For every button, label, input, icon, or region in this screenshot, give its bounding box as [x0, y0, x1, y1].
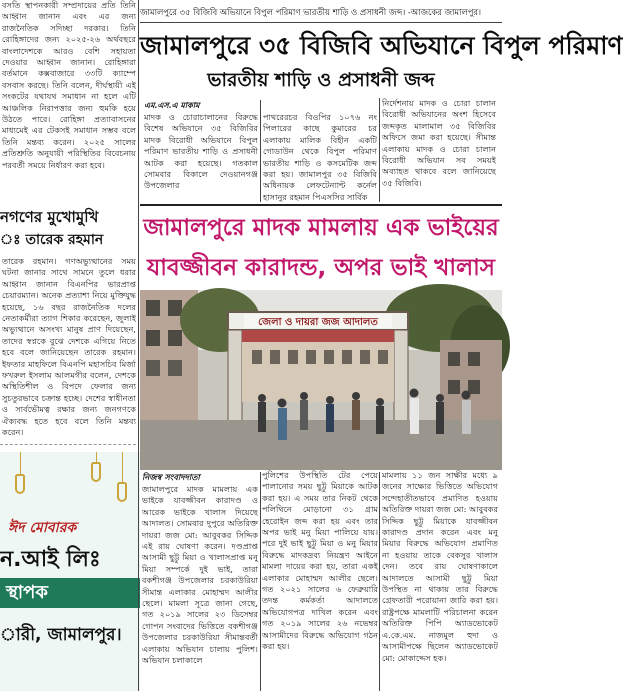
- ad-greeting: ঈদ মোবারক: [8, 520, 77, 536]
- story1-column-1: মাদক ও চোরাচালানের বিরুদ্ধে বিশেষ অভিযানে ৩৫ বিজিবির মাদক বিরোধী অভিযানে বিপুল পরিমাণ ভারতীয় শাড়ি ও প্রসাধনী আটক করা হয়েছে। গতকাল সোমবার বিকালে দেওয়ানগঞ্জ উপজেলার: [144, 112, 258, 191]
- ad-company-name: ন.আই লিঃ: [0, 547, 101, 572]
- left-story-headline: নগণের মুখোমুখি: [0, 208, 99, 226]
- column-divider: [379, 98, 380, 202]
- court-building-image: [140, 290, 502, 470]
- ad-address: ারী, জামালপুর।: [0, 625, 122, 645]
- story2-byline: নিজস্ব সংবাদদাতা: [142, 472, 200, 482]
- story1-byline: এম.এস.এ মাকাম: [144, 100, 200, 110]
- left-column-top-text: বসতি স্থাপনকারী সম্প্রদায়ের প্রতি তিনি আহ্বান জানান এবং এর জন্য রাজনৈতিক সদিচ্ছা দরকার। তিনি রোহিঙ্গাদের জন্য ২০২৫-২৬ অর্থবছরে বাংলাদেশকে আরও বেশি সহায়তা দেওয়ার আহ্বান জানান। রোহিঙ্গারা বর্তমানে কক্সবাজারে ৩৩টি ক্যাম্পে বসবাস করছে। তিনি বলেন, দীর্ঘস্থায়ী এই সংকটের যথাযথ সমাধান না হলে এটি আঞ্চলিক নিরাপত্তার জন্য হুমকি হয়ে উঠতে পারে। রোহিঙ্গা প্রত্যাবাসনের মাধ্যমেই এর টেকসই সমাধান সম্ভব বলে তিনি মন্তব্য করেন। ২০২৫ সালের প্রতিশ্রুতি অনুযায়ী পরিস্থিতির বিবেচনায় পরবর্তী সময়ে নির্ধারণ করা হবে।: [2, 0, 136, 170]
- ad-banner: স্থাপক: [0, 578, 140, 608]
- story2-headline-line1: জামালপুরে মাদক মামলায় এক ভাইয়ের: [143, 215, 499, 241]
- story1-headline-line2: ভারতীয় শাড়ি ও প্রসাধনী জব্দ: [207, 69, 435, 91]
- lantern-icon: [91, 462, 101, 482]
- divider: [140, 22, 502, 23]
- court-photo: [140, 290, 502, 470]
- story2-column-3: মামলায় ১১ জন সাক্ষীর মধ্যে ৯ জনের সাক্ষ্যের ভিত্তিতে অভিযোগ সন্দেহাতীতভাবে প্রমাণিত হওয়ায় অতিরিক্ত দায়রা জজ মো: আবুবকর সিদ্দিক ছুট্টু মিয়াকে যাবজ্জীবন কারাদণ্ড প্রদান করেন এবং মনু মিয়ার বিরুদ্ধে অভিযোগ প্রমাণিত না হওয়ায় তাকে বেকসুর খালাস দেন। তবে রায় ঘোষণাকালে আদালতে আসামী ছুট্টু মিয়া উপস্থিত না থাকায় তার বিরুদ্ধে গ্রেফতারী পরোয়ানা জারি করা হয়। রাষ্ট্রপক্ষে মামলাটি পরিচালনা করেন অতিরিক্ত পিপি অ্যাডভোকেট এ.কে.এম. নাজমুল হুদা ও আসামীপক্ষে ছিলেন অ্যাডভোকেট মো: মোকাদ্দেস হক।: [382, 470, 498, 663]
- left-column-mid-text: তারেক রহমান। গণঅভ্যুত্থানের সময় ঘটনা জানার সাথে সামনে তুলে ধরার আহ্বান জানান বিএনপির ভারপ্রাপ্ত চেয়ারম্যান। অনেক প্রত্যাশা নিয়ে মুক্তিযুদ্ধ হয়েছে, ১৬ বছর রাজনৈতিক দলের নেতাকর্মীরা ত্যাগ শিকার করেছেন, জুলাই অভ্যুত্থানে অসংখ্য মানুষ প্রাণ দিয়েছেন, তাদের স্বপ্নকে বুঝে দেশকে এগিয়ে নিতে হবে বলে জানিয়েছেন তারেক রহমান। ইফতার মাহফিলে বিএনপি মহাসচিব মির্জা ফখরুল ইসলাম আলমগীর বলেন, দেশকে অস্থিতিশীল ও বিপদে ফেলার জন্য সুচতুরভাবে চক্রান্ত হচ্ছে। দেশের স্বাধীনতা ও সার্বভৌমত্ব রক্ষার জন্য জনগণকে ঐক্যবদ্ধ হতে হবে বলে তিনি মন্তব্য করেন।: [2, 256, 136, 438]
- story2-headline-line2: যাবজ্জীবন কারাদন্ড, অপর ভাই খালাস: [147, 255, 495, 281]
- divider: [140, 204, 502, 206]
- lantern-icon: [117, 482, 127, 502]
- story1-column-3: নির্দেশনায় মাদক ও চোরা চালান বিরোধী অভিযানের অংশ হিসেবে জব্দকৃত মালামাল ৩৫ বিজিবির অফিসে জমা করা হয়েছে। সীমান্ত এলাকায় মাদক ও চোরা চালান বিরোধী অভিযান সব সময়ই অব্যাহত থাকবে বলে জানিয়েছে ৩৫ বিজিবি।: [382, 98, 496, 188]
- column-divider: [138, 0, 139, 691]
- lantern-string: [20, 452, 21, 474]
- column-divider: [260, 472, 261, 691]
- story2-column-1: জামালপুরে মাদক মামলায় এক ভাইকে যাবজ্জীবন কারাদণ্ড ও আরেক ভাইকে খালাস দিয়েছে আদালত। সোমবার দুপুরে অতিরিক্ত দায়রা জজ মো: আবুবকর সিদ্দিক এই রায় ঘোষণা করেন। দণ্ডপ্রাপ্ত আসামী ছুট্টু মিয়া ও খালাসপ্রাপ্ত মনু মিয়া সম্পর্কে দুই ভাই, তারা বকশীগঞ্জ উপজেলার চরকাউরিয়া সীমান্ত এলাকার মোহাম্মদ আলীর ছেলে। মামলা সূত্রে জানা গেছে, গত ২০১৯ সালের ২৩ ডিসেম্বর গোপন সংবাদের ভিত্তিতে বকশীগঞ্জ উপজেলার চরকাউরিয়া সীমান্তবর্তী এলাকায় অভিযান চালায় পুলিশ। অভিযান চলাকালে: [142, 484, 258, 666]
- photo-caption: জামালপুরে ৩৫ বিজিবি অভিযানে বিপুল পরিমাণ ভারতীয় শাড়ি ও প্রসাধনী জব্দ। -আজকের জামালপুর।: [140, 7, 481, 17]
- divider: [0, 444, 136, 445]
- story1-column-2: পাথরেরচর বিওপির ১০৭৬ নং পিলারের কাছে কুমারের চর এলাকায় মালিক বিহীন একটি গোডাউন থেকে বিপুল পরিমাণ ভারতীয় শাড়ি ও কসমেটিক জব্দ করা হয়। জামালপুর ৩৫ বিজিবি অধিনায়ক লেফটেন্যান্ট কর্নেল হাসানুর রহমান পিএসসির সার্বিক: [263, 112, 377, 202]
- left-story-byline: ঃ তারেক রহমান: [0, 232, 104, 248]
- column-divider: [379, 472, 380, 691]
- story2-column-2: পুলিশের উপস্থিতি টের পেয়ে পালানোর সময় ছুট্টু মিয়াকে আটক করা হয়। এ সময় তার নিকট থেকে পলিথিনে মোড়ানো ৩১ গ্রাম হেরোইন জব্দ করা হয় এবং তার অপর ভাই মনু মিয়া পালিয়ে যায়। পরে দুই ভাই ছুট্টু মিয়া ও মনু মিয়ার বিরুদ্ধে মাদকদ্রব্য নিয়ন্ত্রণ আইনে মামলা দায়ের করা হয়, তারা একই এলাকার মোহাম্মদ আলীর ছেলে। গত ২০২১ সালের ৬ ফেব্রুয়ারি তদন্ত কর্মকর্তা আদালতে অভিযোগপত্র দাখিল করেন এবং গত ২০১৯ সালের ২৬ নভেম্বর আসামীদের বিরুদ্ধে অভিযোগ গঠন করা হয়।: [262, 470, 378, 652]
- story1-headline-line1: জামালপুরে ৩৫ বিজিবি অভিযানে বিপুল পরিমাণ: [140, 31, 623, 60]
- lantern-string: [96, 452, 97, 462]
- lantern-string: [122, 452, 123, 482]
- lantern-icon: [15, 474, 25, 494]
- court-sign-text: জেলা ও দায়রা জজ আদালত: [258, 317, 378, 328]
- advertisement: [0, 452, 140, 691]
- column-divider: [260, 100, 261, 202]
